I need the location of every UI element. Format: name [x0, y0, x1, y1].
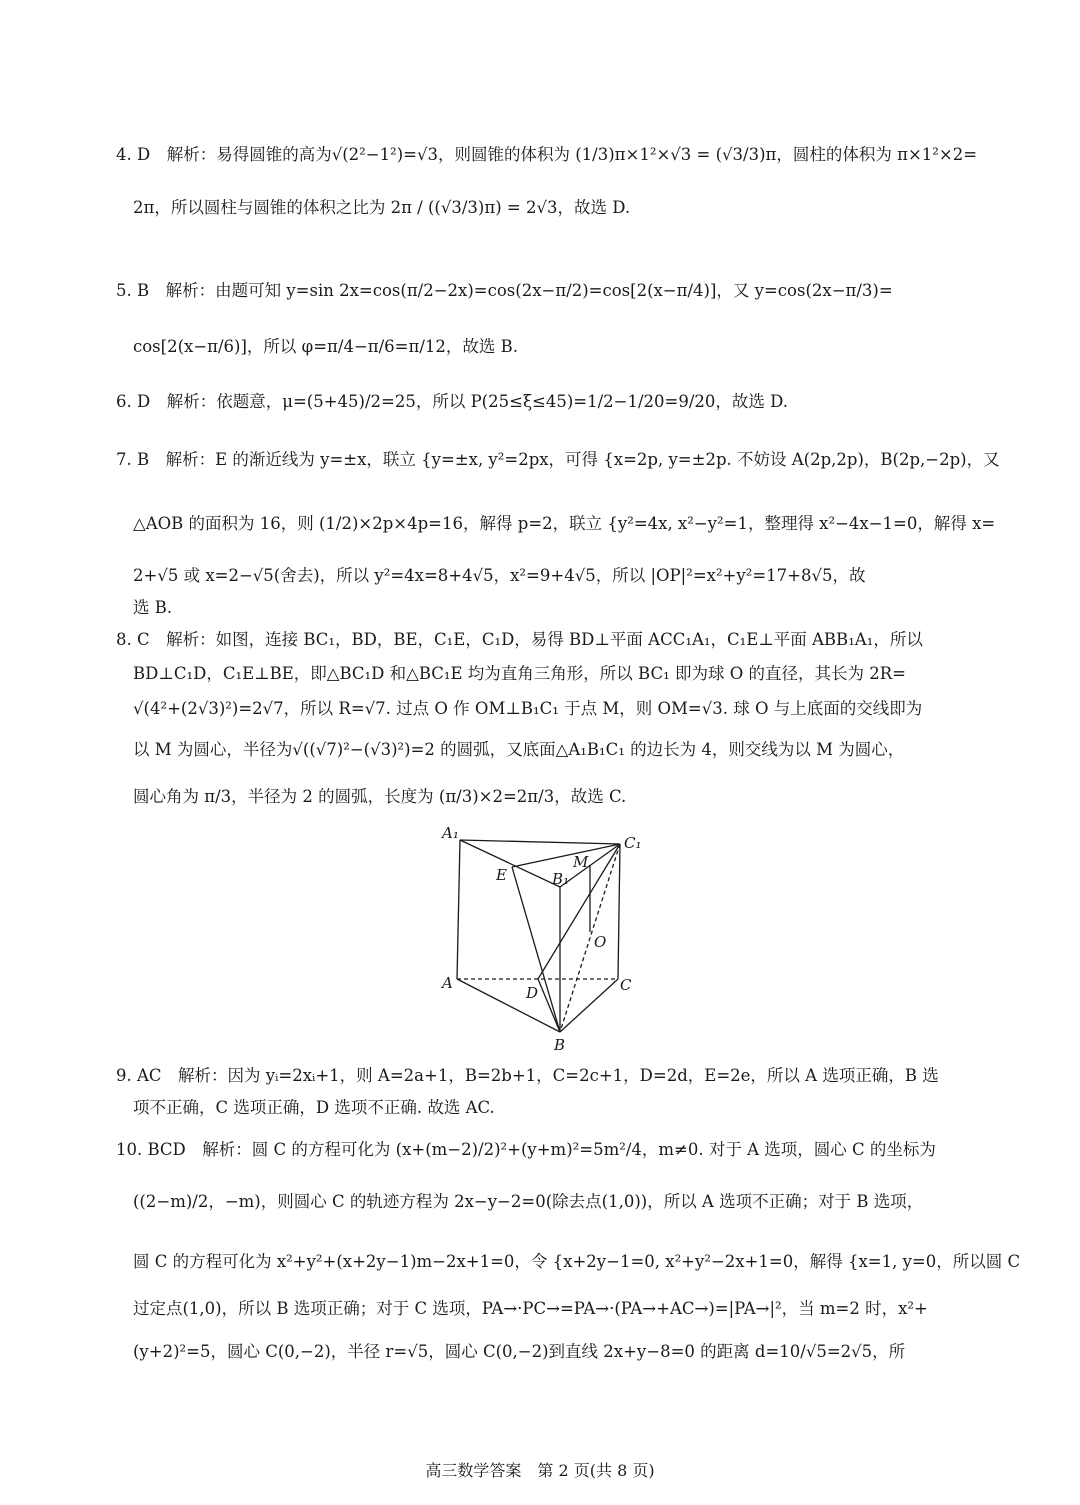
- label-C1: C₁: [624, 834, 642, 852]
- q9-line-2: 项不正确，C 选项正确，D 选项不正确. 故选 AC.: [133, 1098, 495, 1117]
- segment-D-B: [538, 979, 560, 1032]
- edge-C1-C: [618, 844, 620, 979]
- label-E: E: [496, 866, 507, 884]
- segment-E-B: [512, 867, 560, 1032]
- edge-A1-B1: [460, 840, 560, 887]
- q8-line-4: 以 M 为圆心，半径为√((√7)²−(√3)²)=2 的圆弧，又底面△A₁B₁C₁ 的边长为 4，则交线为以 M 为圆心，: [133, 740, 905, 759]
- q7-line-1: 7. B 解析：E 的渐近线为 y=±x，联立 {y=±x, y²=2px，可得 {x=2p, y=±2p. 不妨设 A(2p,2p)，B(2p,−2p)，又: [116, 450, 1000, 469]
- q10-line-4: 过定点(1,0)，所以 B 选项正确；对于 C 选项，PA→·PC→=PA→·(PA→+AC→)=|PA→|²，当 m=2 时，x²+: [133, 1299, 928, 1318]
- q10-line-5: (y+2)²=5，圆心 C(0,−2)，半径 r=√5，圆心 C(0,−2)到直线 2x+y−8=0 的距离 d=10/√5=2√5，所: [133, 1342, 906, 1361]
- q10-line-1: 10. BCD 解析：圆 C 的方程可化为 (x+(m−2)/2)²+(y+m)²=5m²/4，m≠0. 对于 A 选项，圆心 C 的坐标为: [116, 1140, 936, 1159]
- label-A1: A₁: [442, 824, 459, 842]
- prism-figure: [430, 822, 660, 1054]
- q8-line-5: 圆心角为 π/3，半径为 2 的圆弧，长度为 (π/3)×2=2π/3，故选 C.: [133, 787, 627, 806]
- edge-A1-A: [457, 840, 460, 979]
- q7-line-3: 2+√5 或 x=2−√5(舍去)，所以 y²=4x=8+4√5，x²=9+4√5，所以 |OP|²=x²+y²=17+8√5，故: [133, 566, 866, 585]
- q9-line-1: 9. AC 解析：因为 yᵢ=2xᵢ+1，则 A=2a+1，B=2b+1，C=2c+1，D=2d，E=2e，所以 A 选项正确，B 选: [116, 1066, 939, 1085]
- q5-line-2: cos[2(x−π/6)]，所以 φ=π/4−π/6=π/12，故选 B.: [133, 337, 519, 356]
- q10-line-2: ((2−m)/2，−m)，则圆心 C 的轨迹方程为 2x−y−2=0(除去点(1,0))，所以 A 选项不正确；对于 B 选项，: [133, 1192, 924, 1211]
- q5-line-1: 5. B 解析：由题可知 y=sin 2x=cos(π/2−2x)=cos(2x−π/2)=cos[2(x−π/4)]，又 y=cos(2x−π/3)=: [116, 281, 893, 300]
- q8-line-2: BD⊥C₁D，C₁E⊥BE，即△BC₁D 和△BC₁E 均为直角三角形，所以 BC₁ 即为球 O 的直径，其长为 2R=: [133, 664, 906, 683]
- label-M: M: [573, 853, 589, 871]
- label-O: O: [594, 933, 607, 951]
- q4-line-1: 4. D 解析：易得圆锥的高为√(2²−1²)=√3，则圆锥的体积为 (1/3)π×1²×√3 = (√3/3)π，圆柱的体积为 π×1²×2=: [116, 145, 978, 164]
- label-B1: B₁: [552, 870, 570, 888]
- q10-line-3: 圆 C 的方程可化为 x²+y²+(x+2y−1)m−2x+1=0，令 {x+2y−1=0, x²+y²−2x+1=0，解得 {x=1, y=0，所以圆 C: [133, 1252, 1021, 1271]
- edge-A1-C1: [460, 840, 620, 844]
- q4-line-2: 2π，所以圆柱与圆锥的体积之比为 2π / ((√3/3)π) = 2√3，故选 D.: [133, 198, 631, 217]
- q7-line-2: △AOB 的面积为 16，则 (1/2)×2p×4p=16，解得 p=2，联立 {y²=4x, x²−y²=1，整理得 x²−4x−1=0，解得 x=: [133, 514, 996, 533]
- q8-line-3: √(4²+(2√3)²)=2√7，所以 R=√7. 过点 O 作 OM⊥B₁C₁ 于点 M，则 OM=√3. 球 O 与上底面的交线即为: [133, 699, 923, 718]
- label-D: D: [526, 984, 539, 1002]
- q6-line-1: 6. D 解析：依题意，μ=(5+45)/2=25，所以 P(25≤ξ≤45)=1/2−1/20=9/20，故选 D.: [116, 392, 789, 411]
- page-footer: 高三数学答案 第 2 页(共 8 页): [425, 1461, 655, 1480]
- label-C: C: [620, 976, 632, 994]
- label-A: A: [442, 974, 453, 992]
- q8-line-1: 8. C 解析：如图，连接 BC₁，BD，BE，C₁E，C₁D，易得 BD⊥平面 ACC₁A₁，C₁E⊥平面 ABB₁A₁，所以: [116, 630, 923, 649]
- edge-A-B: [457, 979, 560, 1032]
- q7-line-4: 选 B.: [133, 598, 173, 617]
- label-B: B: [554, 1036, 566, 1054]
